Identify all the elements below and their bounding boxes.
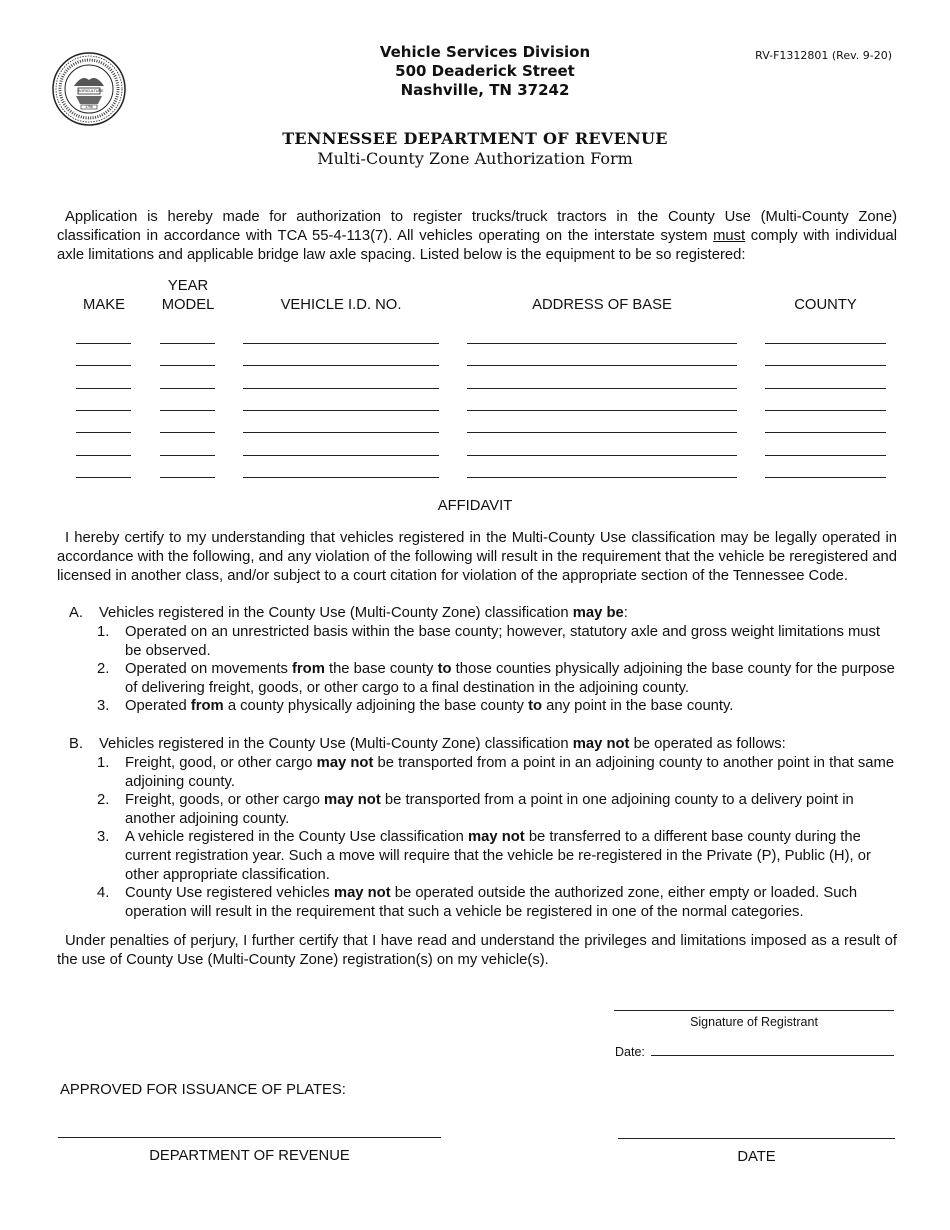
entry-field-year-model[interactable]	[160, 477, 215, 478]
item-text: those counties physically adjoining the base county for the purpose of delivering freight, goods, or other cargo to a final destination in the adjoining county.	[125, 661, 895, 696]
form-title: Multi-County Zone Authorization Form	[317, 149, 633, 168]
entry-field-year-model[interactable]	[160, 388, 215, 389]
division-city: Nashville, TN 37242	[400, 81, 570, 99]
signature-label: Signature of Registrant	[690, 1015, 818, 1029]
column-header-year: YEAR	[167, 278, 209, 294]
item-emphasis: may not	[467, 829, 525, 845]
state-seal-icon	[52, 52, 126, 126]
entry-field-address[interactable]	[467, 388, 737, 389]
entry-field-county[interactable]	[765, 388, 886, 389]
item-emphasis: to	[437, 661, 452, 677]
approval-date-label: DATE	[737, 1149, 776, 1165]
section-b-emphasis: may not	[572, 736, 630, 752]
entry-field-county[interactable]	[765, 343, 886, 344]
form-number: RV-F1312801 (Rev. 9-20)	[755, 49, 892, 62]
column-header-year-model	[155, 277, 221, 315]
item-emphasis: from	[291, 661, 325, 677]
intro-text-1: Application is hereby made for authorization to register trucks/truck tractors in the County Use (Multi-County Zone) classification in accordance with TCA 55-4-113(7). All vehicles operating on the interstate system	[57, 209, 897, 244]
affidavit-heading: AFFIDAVIT	[437, 498, 513, 514]
entry-field-vin[interactable]	[243, 432, 439, 433]
seal-text-year: 1796	[85, 105, 93, 109]
column-header-county: COUNTY	[794, 297, 857, 313]
entry-field-county[interactable]	[765, 410, 886, 411]
item-text: Freight, good, or other cargo	[125, 755, 317, 771]
item-text: be transferred to a different base county during the current registration year. Such a move will require that the vehicle be re-registered in the Private (P), Public (H), or other appropriate classification.	[125, 829, 871, 883]
section-a-emphasis: may be	[572, 605, 624, 621]
entry-field-county[interactable]	[765, 455, 886, 456]
seal-text-agriculture: AGRICULTURE	[78, 89, 104, 93]
department-label: DEPARTMENT OF REVENUE	[149, 1148, 350, 1164]
entry-field-address[interactable]	[467, 432, 737, 433]
department-signature-line[interactable]	[58, 1137, 441, 1138]
signature-line[interactable]	[614, 1010, 894, 1011]
entry-field-year-model[interactable]	[160, 455, 215, 456]
item-emphasis: may not	[316, 755, 374, 771]
section-a-item-1: Operated on an unrestricted basis within the base county; however, statutory axle and gross weight limitations must be observed.	[125, 624, 881, 659]
intro-paragraph	[57, 208, 897, 265]
item-text: Operated on movements	[125, 661, 292, 677]
entry-field-address[interactable]	[467, 455, 737, 456]
item-text: the base county	[324, 661, 438, 677]
intro-text-2: comply with individual axle limitations and applicable bridge law axle spacing. Listed below is the equipment to be so registered:	[57, 228, 897, 263]
affidavit-statement: I hereby certify to my understanding that vehicles registered in the Multi-County Use classification may be legally operated in accordance with the following, and any violation of the following will result in the requirement that the vehicle be reregistered and licensed in another class, and/or subject to a court citation for violation of the appropriate section of the Tennessee Code.	[57, 530, 897, 584]
item-text: be transported from a point in one adjoining county to a delivery point in another adjoining county.	[125, 792, 854, 827]
section-b-intro-end: be operated as follows:	[629, 736, 786, 752]
approval-date-line[interactable]	[618, 1138, 895, 1139]
entry-field-address[interactable]	[467, 343, 737, 344]
item-text: a county physically adjoining the base county	[223, 698, 529, 714]
entry-field-make[interactable]	[76, 343, 131, 344]
entry-field-make[interactable]	[76, 432, 131, 433]
section-b-item-number: 3.	[97, 829, 110, 845]
division-name: Vehicle Services Division	[379, 43, 591, 61]
entry-field-make[interactable]	[76, 365, 131, 366]
date-label: Date:	[615, 1045, 645, 1059]
section-b-item-number: 1.	[97, 755, 110, 771]
entry-field-vin[interactable]	[243, 477, 439, 478]
entry-field-year-model[interactable]	[160, 410, 215, 411]
entry-field-vin[interactable]	[243, 343, 439, 344]
item-text: Operated	[125, 698, 191, 714]
date-field-line[interactable]	[651, 1055, 894, 1056]
section-a-item-2	[125, 660, 897, 698]
section-b-intro-text: Vehicles registered in the County Use (Multi-County Zone) classification	[99, 736, 573, 752]
entry-field-year-model[interactable]	[160, 343, 215, 344]
item-text: be operated outside the authorized zone, either empty or loaded. Such operation will result in the requirement that such a vehicle be registered in one of the normal categories.	[125, 885, 858, 920]
section-a-letter: A.	[69, 605, 83, 621]
section-a-item-number: 3.	[97, 698, 110, 714]
entry-field-vin[interactable]	[243, 388, 439, 389]
section-a-item-number: 1.	[97, 624, 110, 640]
entry-field-vin[interactable]	[243, 410, 439, 411]
item-emphasis: may not	[324, 792, 381, 808]
item-text: Freight, goods, or other cargo	[125, 792, 325, 808]
entry-field-make[interactable]	[76, 410, 131, 411]
section-b-item-4	[125, 884, 897, 922]
entry-field-vin[interactable]	[243, 455, 439, 456]
entry-field-year-model[interactable]	[160, 432, 215, 433]
section-b-letter: B.	[69, 736, 83, 752]
section-a-item-3	[125, 697, 897, 716]
approval-label: APPROVED FOR ISSUANCE OF PLATES:	[60, 1082, 346, 1098]
item-emphasis: may not	[333, 885, 391, 901]
entry-field-county[interactable]	[765, 432, 886, 433]
intro-emphasis: must	[713, 228, 746, 244]
entry-field-county[interactable]	[765, 477, 886, 478]
division-street: 500 Deaderick Street	[395, 62, 575, 80]
column-header-model: MODEL	[161, 297, 215, 313]
division-address	[335, 43, 635, 100]
department-title: TENNESSEE DEPARTMENT OF REVENUE	[282, 129, 668, 148]
section-b-item-2	[125, 791, 897, 829]
section-b-item-number: 4.	[97, 885, 110, 901]
entry-field-address[interactable]	[467, 410, 737, 411]
section-a-intro-end: :	[623, 605, 628, 621]
entry-field-year-model[interactable]	[160, 365, 215, 366]
section-b-item-3	[125, 828, 897, 885]
column-header-address: ADDRESS OF BASE	[532, 297, 672, 313]
item-text: County Use registered vehicles	[125, 885, 334, 901]
section-a-intro-text: Vehicles registered in the County Use (Multi-County Zone) classification	[99, 605, 573, 621]
item-text: be transported from a point in an adjoining county to another point in that same adjoining county.	[125, 755, 895, 790]
entry-field-county[interactable]	[765, 365, 886, 366]
section-b-item-1	[125, 754, 897, 792]
entry-field-make[interactable]	[76, 455, 131, 456]
item-text: A vehicle registered in the County Use classification	[125, 829, 468, 845]
section-a-item-number: 2.	[97, 661, 110, 677]
item-text: any point in the base county.	[542, 698, 734, 714]
entry-field-address[interactable]	[467, 365, 737, 366]
entry-field-address[interactable]	[467, 477, 737, 478]
column-header-vin: VEHICLE I.D. NO.	[280, 297, 402, 313]
perjury-certification: Under penalties of perjury, I further certify that I have read and understand the privileges and limitations imposed as a result of the use of County Use (Multi-County Zone) registration(s) on my vehicle(s).	[57, 933, 897, 968]
column-header-make: MAKE	[83, 297, 125, 313]
entry-field-make[interactable]	[76, 388, 131, 389]
section-b-intro	[99, 735, 897, 754]
entry-field-make[interactable]	[76, 477, 131, 478]
section-a-intro	[99, 604, 897, 623]
item-emphasis: from	[190, 698, 224, 714]
entry-field-vin[interactable]	[243, 365, 439, 366]
section-b-item-number: 2.	[97, 792, 110, 808]
item-emphasis: to	[528, 698, 543, 714]
